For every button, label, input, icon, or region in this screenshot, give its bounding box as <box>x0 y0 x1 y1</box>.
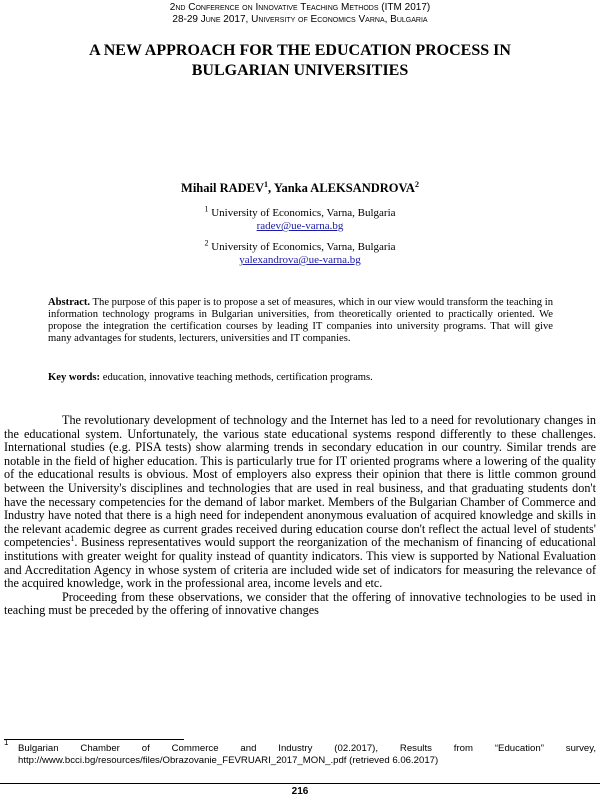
body-paragraph-1 <box>4 414 596 591</box>
affiliation-1-mark: 1 <box>204 204 209 214</box>
keywords-text: education, innovative teaching methods, certification programs. <box>102 372 373 383</box>
footnote-text: Bulgarian Chamber of Commerce and Industry (02.2017), Results from “Education” survey, http://www.bcci.bg/resources/files/Obrazovanie_FEVRUARI_2017_MON_.pdf (retrieved 6.06.2017) <box>18 743 596 766</box>
author-2-affiliation-mark: 2 <box>414 179 419 189</box>
footnote-separator <box>4 739 184 740</box>
affiliation-2-institution: University of Economics, Varna, Bulgaria <box>211 241 396 253</box>
author-2-email-link[interactable]: yalexandrova@ue-varna.bg <box>239 254 361 266</box>
footnote-reference-1[interactable]: 1 <box>70 534 75 544</box>
body-paragraph-1-part-2: . Business representatives would support the reorganization of the mechanism of financing of educational institutions with greater weight for quality instead of quantity indicators. This view is supported by National Evaluation and Accreditation Agency in whose system of criteria are included wide set of indicators for measuring the relevance of the acquired knowledge, work in the professional area, income levels and etc. <box>4 535 596 591</box>
affiliation-1 <box>0 204 600 233</box>
page-number: 216 <box>291 786 309 797</box>
footnote-1: 1 Bulgarian Chamber of Commerce and Industry (02.2017), Results from “Education” survey, http://www.bcci.bg/resources/files/Obrazovanie_FEVRUARI_2017_MON_.pdf (retrieved 6.06.2017) <box>4 738 596 766</box>
author-name-1: Mihail RADEV <box>181 181 265 195</box>
paper-title-line-2: BULGARIAN UNIVERSITIES <box>191 62 409 79</box>
affiliation-1-institution: University of Economics, Varna, Bulgaria <box>211 207 396 219</box>
abstract-text: The purpose of this paper is to propose a set of measures, which in our view would transform the teaching in information technology programs in Bulgarian universities, from theoretically oriented to practically oriented. We propose the integration the certification courses by leading IT companies into university programs. That will give many advantages for students, lecturers, universities and IT companies. <box>48 297 553 344</box>
abstract <box>48 297 553 345</box>
body-paragraph-1-part-1: The revolutionary development of technology and the Internet has led to a need for revolutionary changes in the educational system. Unfortunately, the various state educational systems respond differently to these challenges. International studies (e.g. PISA tests) show alarming trends in secondary education in our country. Similar trends are notable in the field of higher education. This is particularly true for IT oriented programs where a lowering of the quality of the educational results is obvious. Most of employers also express their opinion that there is little common ground between the University's disciplines and technologies that are used in real business, and that graduating students don't have the necessary competencies for the demand of labor market. Members of the Bulgarian Chamber of Commerce and Industry have noted that there is a high need for independent anonymous evaluation of acquired knowledge and skills in the relevant academic degree as current grades received during education course don't reflect the actual level of students' competencies <box>4 413 596 550</box>
author-1-affiliation-mark: 1 <box>264 179 269 189</box>
affiliation-2-mark: 2 <box>204 238 209 248</box>
author-separator: , <box>268 181 274 195</box>
paper-title-line-1: A NEW APPROACH FOR THE EDUCATION PROCESS IN <box>89 42 511 59</box>
keywords-label: Key words: <box>48 372 101 383</box>
conference-header-line-2: 28-29 June 2017, University of Economics Varna, Bulgaria <box>172 14 428 25</box>
conference-header <box>0 2 600 26</box>
page-bottom-rule <box>0 783 600 784</box>
conference-header-line-1: 2nd Conference on Innovative Teaching Methods (ITM 2017) <box>169 2 431 13</box>
paper-title <box>20 41 580 81</box>
body-paragraph-2: Proceeding from these observations, we consider that the offering of innovative technologies to be used in teaching must be preceded by the offering of innovative changes <box>4 589 596 618</box>
affiliation-2 <box>0 238 600 267</box>
keywords <box>48 372 553 384</box>
abstract-label: Abstract. <box>48 297 91 308</box>
body-text <box>4 414 596 618</box>
author-name-2: Yanka ALEKSANDROVA <box>273 181 415 195</box>
author-1-email-link[interactable]: radev@ue-varna.bg <box>256 220 344 232</box>
author-list <box>0 181 600 196</box>
